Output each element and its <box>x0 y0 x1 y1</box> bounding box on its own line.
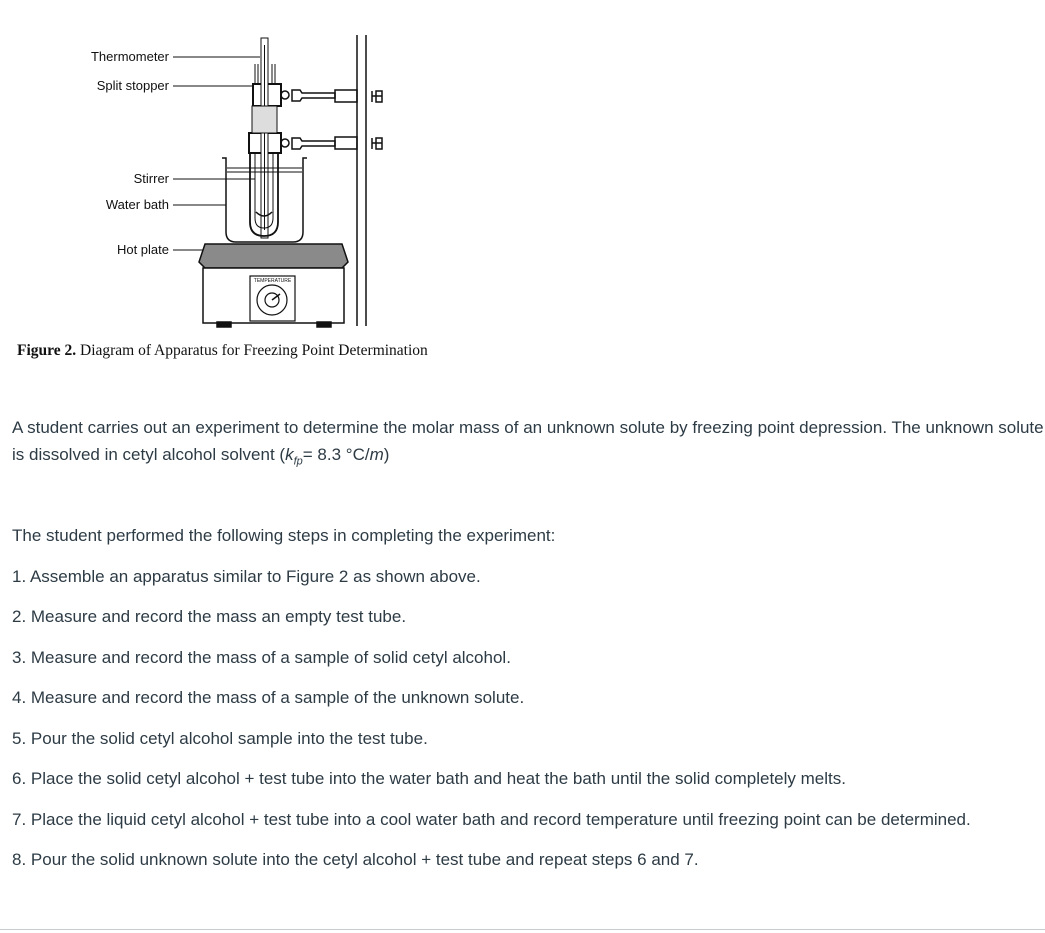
figure-caption <box>17 342 428 360</box>
step-1: 1. Assemble an apparatus similar to Figure 2 as shown above. <box>12 567 481 586</box>
step-3: 3. Measure and record the mass of a sample of solid cetyl alcohol. <box>12 648 511 667</box>
kfp-unit: m <box>369 445 384 464</box>
label-stirrer: Stirrer <box>133 171 169 186</box>
label-split-stopper: Split stopper <box>96 78 169 93</box>
label-hot-plate: Hot plate <box>116 242 169 257</box>
step-6: 6. Place the solid cetyl alcohol + test tube into the water bath and heat the bath until the solid completely melts. <box>12 769 846 788</box>
intro-close: ) <box>383 445 390 464</box>
step-4: 4. Measure and record the mass of a sample of the unknown solute. <box>12 688 525 707</box>
figure-number: Figure 2. <box>17 342 77 359</box>
kfp-value: = 8.3 °C/ <box>302 445 370 464</box>
intro-paragraph <box>12 414 1045 475</box>
figure-caption-text: Diagram of Apparatus for Freezing Point Determination <box>80 342 428 359</box>
steps-heading: The student performed the following steps in completing the experiment: <box>12 526 556 545</box>
intro-text: A student carries out an experiment to determine the molar mass of an unknown solute by freezing point depression. The unknown solute is dissolved in cetyl alcohol solvent ( <box>12 418 1044 464</box>
label-temperature-panel: TEMPERATURE <box>253 278 292 284</box>
step-5: 5. Pour the solid cetyl alcohol sample into the test tube. <box>12 729 428 748</box>
step-8: 8. Pour the solid unknown solute into the cetyl alcohol + test tube and repeat steps 6 and 7. <box>12 850 699 869</box>
step-7: 7. Place the liquid cetyl alcohol + test tube into a cool water bath and record temperature until freezing point can be determined. <box>12 810 971 829</box>
step-2: 2. Measure and record the mass an empty test tube. <box>12 607 407 626</box>
bottom-divider <box>0 929 1045 930</box>
label-water-bath: Water bath <box>105 197 169 212</box>
apparatus-diagram <box>0 0 560 370</box>
kfp-symbol: $k_{fp}$ <box>285 445 303 468</box>
label-thermometer: Thermometer <box>90 49 169 64</box>
